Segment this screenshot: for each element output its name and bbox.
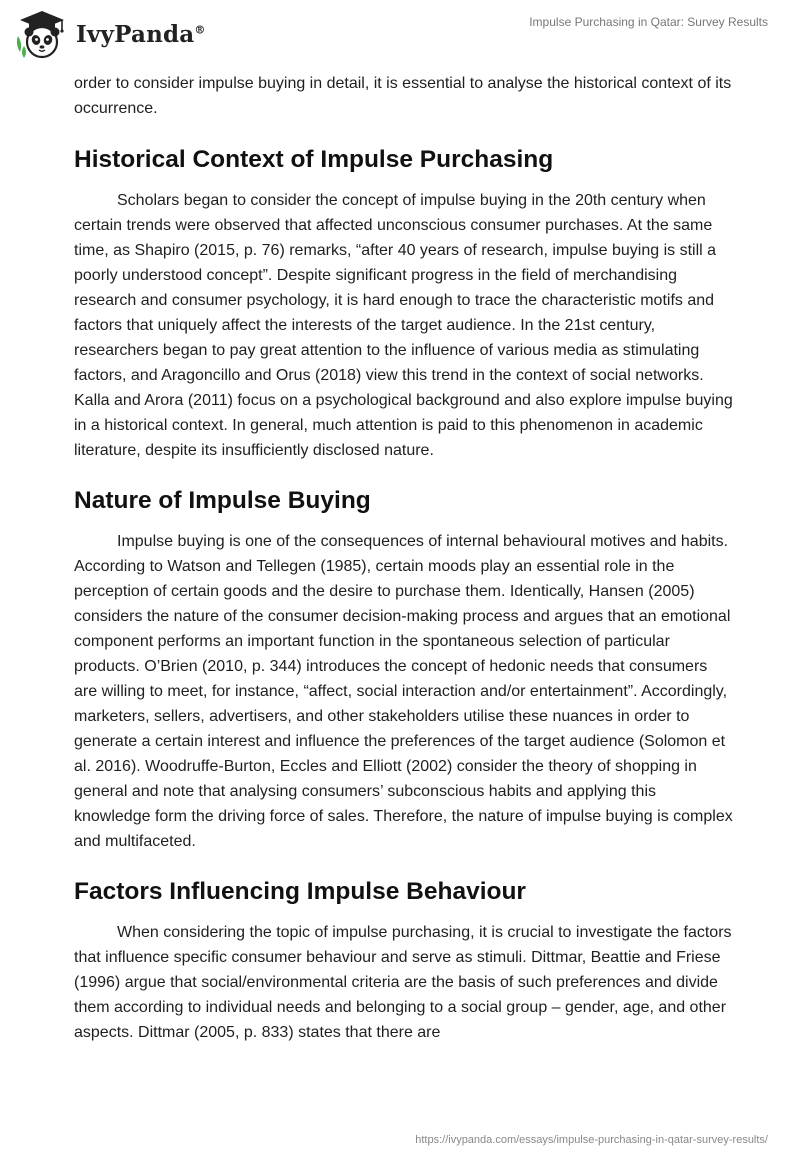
logo-wordmark: IvyPanda® — [76, 20, 206, 48]
paragraph-nature-of-impulse-buying: Impulse buying is one of the consequences of internal behavioural motives and habits. According to Watson and Tellegen (1985), certain moods play an essential role in the perception of certain goods and the desire to purchase them. Identically, Hansen (2005) considers the nature of the consumer decision-making process and argues that an emotional component performs an important function in the spontaneous selection of particular products. O’Brien (2010, p. 344) introduces the concept of hedonic needs that consumers are willing to meet, for instance, “affect, social interaction and/or entertainment”. Accordingly, marketers, sellers, advertisers, and other stakeholders utilise these nuances in order to generate a certain interest and influence the preferences of the target audience (Solomon et al. 2016). Woodruffe-Burton, Eccles and Elliott (2002) consider the theory of shopping in general and note that analysing consumers’ subconscious habits and applying this knowledge form the driving force of sales. Therefore, the nature of impulse buying is complex and multifaceted. — [74, 533, 733, 850]
intro-paragraph: order to consider impulse buying in detail, it is essential to analyse the historical context of its occurrence. — [74, 75, 732, 117]
document-title: Impulse Purchasing in Qatar: Survey Results — [529, 15, 768, 29]
essay-content — [74, 71, 734, 1045]
paragraph-historical-context: Scholars began to consider the concept of impulse buying in the 20th century when certain trends were observed that affected unconscious consumer purchases. At the same time, as Shapiro (2015, p. 76) remarks, “after 40 years of research, impulse buying is still a poorly understood concept”. Despite significant progress in the field of merchandising research and consumer psychology, it is hard enough to trace the characteristic motifs and factors that uniquely affect the interests of the target audience. In the 21st century, researchers began to pay great attention to the influence of various media as stimulating factors, and Aragoncillo and Orus (2018) view this trend in the context of social networks. Kalla and Arora (2011) focus on a psychological background and also explore impulse buying in a historical context. In general, much attention is paid to this phenomenon in academic literature, despite its insufficiently disclosed nature. — [74, 192, 733, 459]
panda-logo-icon — [14, 8, 70, 60]
ivypanda-logo[interactable] — [14, 8, 206, 60]
heading-historical-context: Historical Context of Impulse Purchasing — [74, 146, 554, 173]
paragraph-factors-influencing: When considering the topic of impulse purchasing, it is crucial to investigate the factors that influence specific consumer behaviour and serve as stimuli. Dittmar, Beattie and Friese (1996) argue that social/environmental criteria are the basis of such preferences and divide them according to individual needs and belonging to a social group – gender, age, and other aspects. Dittmar (2005, p. 833) states that there are — [74, 924, 732, 1041]
page-header — [0, 0, 800, 66]
heading-factors-influencing: Factors Influencing Impulse Behaviour — [74, 878, 526, 905]
heading-nature-of-impulse-buying: Nature of Impulse Buying — [74, 487, 371, 514]
footer-url-link[interactable]: https://ivypanda.com/essays/impulse-purchasing-in-qatar-survey-results/ — [415, 1134, 768, 1146]
